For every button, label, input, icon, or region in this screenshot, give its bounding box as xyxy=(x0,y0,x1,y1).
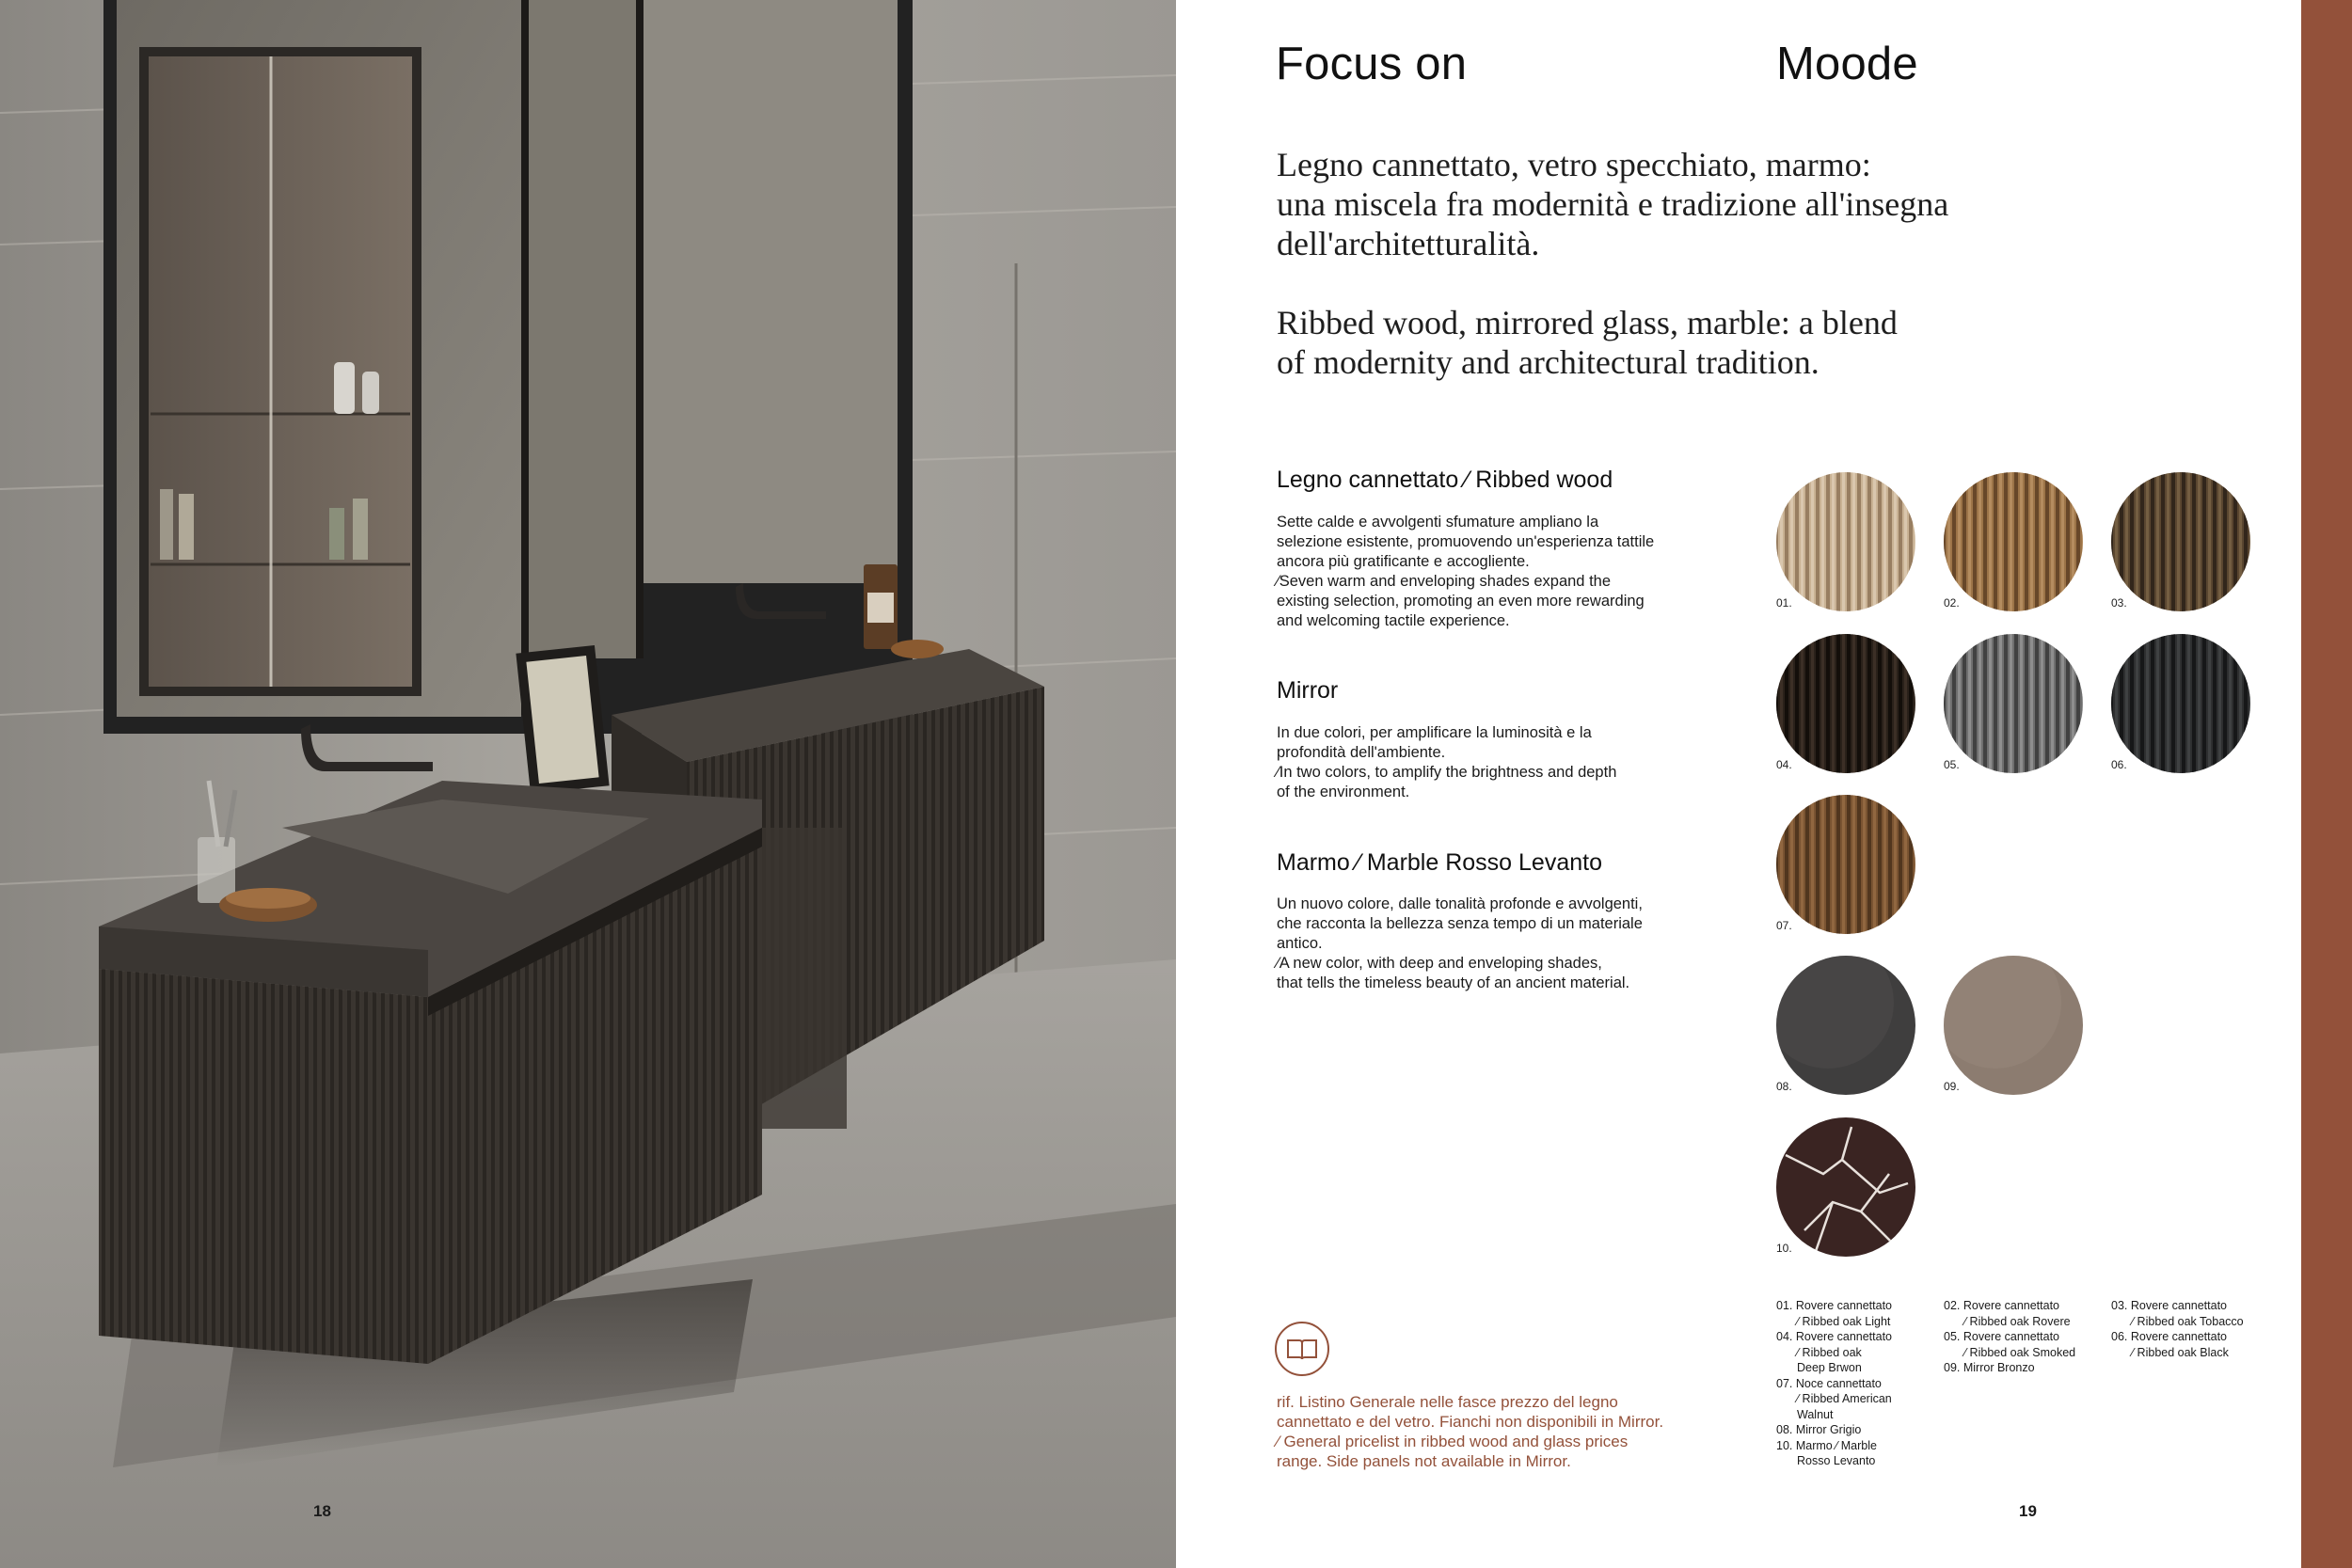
finish-swatch-label: 02. xyxy=(1944,596,1960,610)
body-line: Un nuovo colore, dalle tonalità profonde e avvolgenti, xyxy=(1277,895,1643,912)
finish-swatch-02 xyxy=(1944,472,2083,611)
intro-italian xyxy=(1277,145,2067,263)
legend-line: 07. Noce cannettato xyxy=(1776,1376,1882,1390)
legend-line: ⁄ Ribbed American xyxy=(1797,1392,1892,1405)
body-line: ⁄A new color, with deep and enveloping shades, xyxy=(1277,955,1602,972)
body-line: that tells the timeless beauty of an ancient material. xyxy=(1277,974,1630,991)
legend-line: ⁄ Ribbed oak Rovere xyxy=(1964,1314,2071,1328)
finish-swatch-10 xyxy=(1776,1117,1915,1257)
intro-it-line: una miscela fra modernità e tradizione all'insegna xyxy=(1277,185,1949,223)
legend-line: 08. Mirror Grigio xyxy=(1776,1423,1862,1436)
note-line: range. Side panels not available in Mirror. xyxy=(1277,1452,1571,1470)
legend-line: Rosso Levanto xyxy=(1797,1454,1876,1467)
accent-stripe xyxy=(2301,0,2352,1568)
page-title-focus: Focus on xyxy=(1276,39,1468,89)
finish-swatch-03 xyxy=(2111,472,2250,611)
intro-it-line: Legno cannettato, vetro specchiato, marmo: xyxy=(1277,146,1871,183)
finish-swatch-04 xyxy=(1776,634,1915,773)
section-title-marble: Marmo ⁄ Marble Rosso Levanto xyxy=(1277,849,1602,876)
intro-it-line: dell'architetturalità. xyxy=(1277,225,1540,262)
note-line: ⁄ General pricelist in ribbed wood and glass prices xyxy=(1277,1433,1629,1450)
finish-swatch-label: 07. xyxy=(1776,919,1792,932)
legend-line: 10. Marmo ⁄ Marble xyxy=(1776,1438,1877,1452)
finish-swatch-08 xyxy=(1776,956,1915,1095)
finish-swatch-label: 10. xyxy=(1776,1242,1792,1255)
page-title-collection: Moode xyxy=(1776,39,1918,89)
body-line: profondità dell'ambiente. xyxy=(1277,744,1446,761)
legend-line: 06. Rovere cannettato xyxy=(2111,1330,2227,1343)
legend-line: 03. Rovere cannettato xyxy=(2111,1299,2227,1312)
book-icon xyxy=(1275,1322,1329,1376)
legend-line: 01. Rovere cannettato xyxy=(1776,1299,1892,1312)
legend-line: Deep Brwon xyxy=(1797,1361,1862,1374)
legend-line: ⁄ Ribbed oak Black xyxy=(2132,1345,2229,1359)
finish-swatch-07 xyxy=(1776,795,1915,934)
section-title-mirror: Mirror xyxy=(1277,677,1339,704)
finish-swatch-05 xyxy=(1944,634,2083,773)
finish-swatch-label: 05. xyxy=(1944,758,1960,771)
body-line: ⁄In two colors, to amplify the brightness and depth xyxy=(1277,764,1617,781)
body-line: selezione esistente, promuovendo un'esperienza tattile xyxy=(1277,533,1655,550)
body-line: and welcoming tactile experience. xyxy=(1277,612,1510,629)
intro-english xyxy=(1277,303,2067,382)
finish-swatch-label: 04. xyxy=(1776,758,1792,771)
body-line: che racconta la bellezza senza tempo di un materiale xyxy=(1277,915,1643,932)
finish-swatch-label: 03. xyxy=(2111,596,2127,610)
book-icon-glyph xyxy=(1277,1323,1327,1374)
body-line: existing selection, promoting an even more rewarding xyxy=(1277,593,1645,610)
body-line: ancora più gratificante e accogliente. xyxy=(1277,553,1530,570)
finish-swatch-label: 06. xyxy=(2111,758,2127,771)
body-line: In due colori, per amplificare la luminosità e la xyxy=(1277,724,1592,741)
legend-line: Walnut xyxy=(1797,1407,1834,1421)
body-line: Sette calde e avvolgenti sfumature ampliano la xyxy=(1277,514,1599,531)
legend-line: 02. Rovere cannettato xyxy=(1944,1299,2059,1312)
section-body-ribbed-wood xyxy=(1277,513,1709,631)
legend-line: ⁄ Ribbed oak Smoked xyxy=(1964,1345,2076,1359)
finish-swatch-09 xyxy=(1944,956,2083,1095)
pricelist-note xyxy=(1277,1392,1709,1471)
section-body-marble xyxy=(1277,895,1709,993)
legend-line: 09. Mirror Bronzo xyxy=(1944,1361,2035,1374)
note-line: rif. Listino Generale nelle fasce prezzo del legno xyxy=(1277,1393,1618,1411)
finish-swatch-01 xyxy=(1776,472,1915,611)
legend-line: ⁄ Ribbed oak Light xyxy=(1797,1314,1891,1328)
finish-swatch-06 xyxy=(2111,634,2250,773)
page-number-right: 19 xyxy=(2019,1502,2037,1520)
page-number-left: 18 xyxy=(313,1502,331,1520)
finish-swatch-label: 01. xyxy=(1776,596,1792,610)
intro-en-line: Ribbed wood, mirrored glass, marble: a blend xyxy=(1277,304,1898,341)
legend-line: ⁄ Ribbed oak xyxy=(1797,1345,1862,1359)
finish-swatch-label: 09. xyxy=(1944,1080,1960,1093)
body-line: of the environment. xyxy=(1277,784,1410,800)
finish-swatch-label: 08. xyxy=(1776,1080,1792,1093)
legend-column xyxy=(1944,1298,2075,1376)
legend-line: 05. Rovere cannettato xyxy=(1944,1330,2059,1343)
intro-en-line: of modernity and architectural tradition. xyxy=(1277,343,1820,381)
legend-line: ⁄ Ribbed oak Tobacco xyxy=(2132,1314,2244,1328)
body-line: ⁄Seven warm and enveloping shades expand the xyxy=(1277,573,1611,590)
body-line: antico. xyxy=(1277,935,1323,952)
legend-column xyxy=(1776,1298,1892,1469)
section-body-mirror xyxy=(1277,723,1709,802)
legend-column xyxy=(2111,1298,2244,1360)
legend-line: 04. Rovere cannettato xyxy=(1776,1330,1892,1343)
note-line: cannettato e del vetro. Fianchi non disponibili in Mirror. xyxy=(1277,1413,1664,1431)
section-title-ribbed-wood: Legno cannettato ⁄ Ribbed wood xyxy=(1277,467,1613,493)
